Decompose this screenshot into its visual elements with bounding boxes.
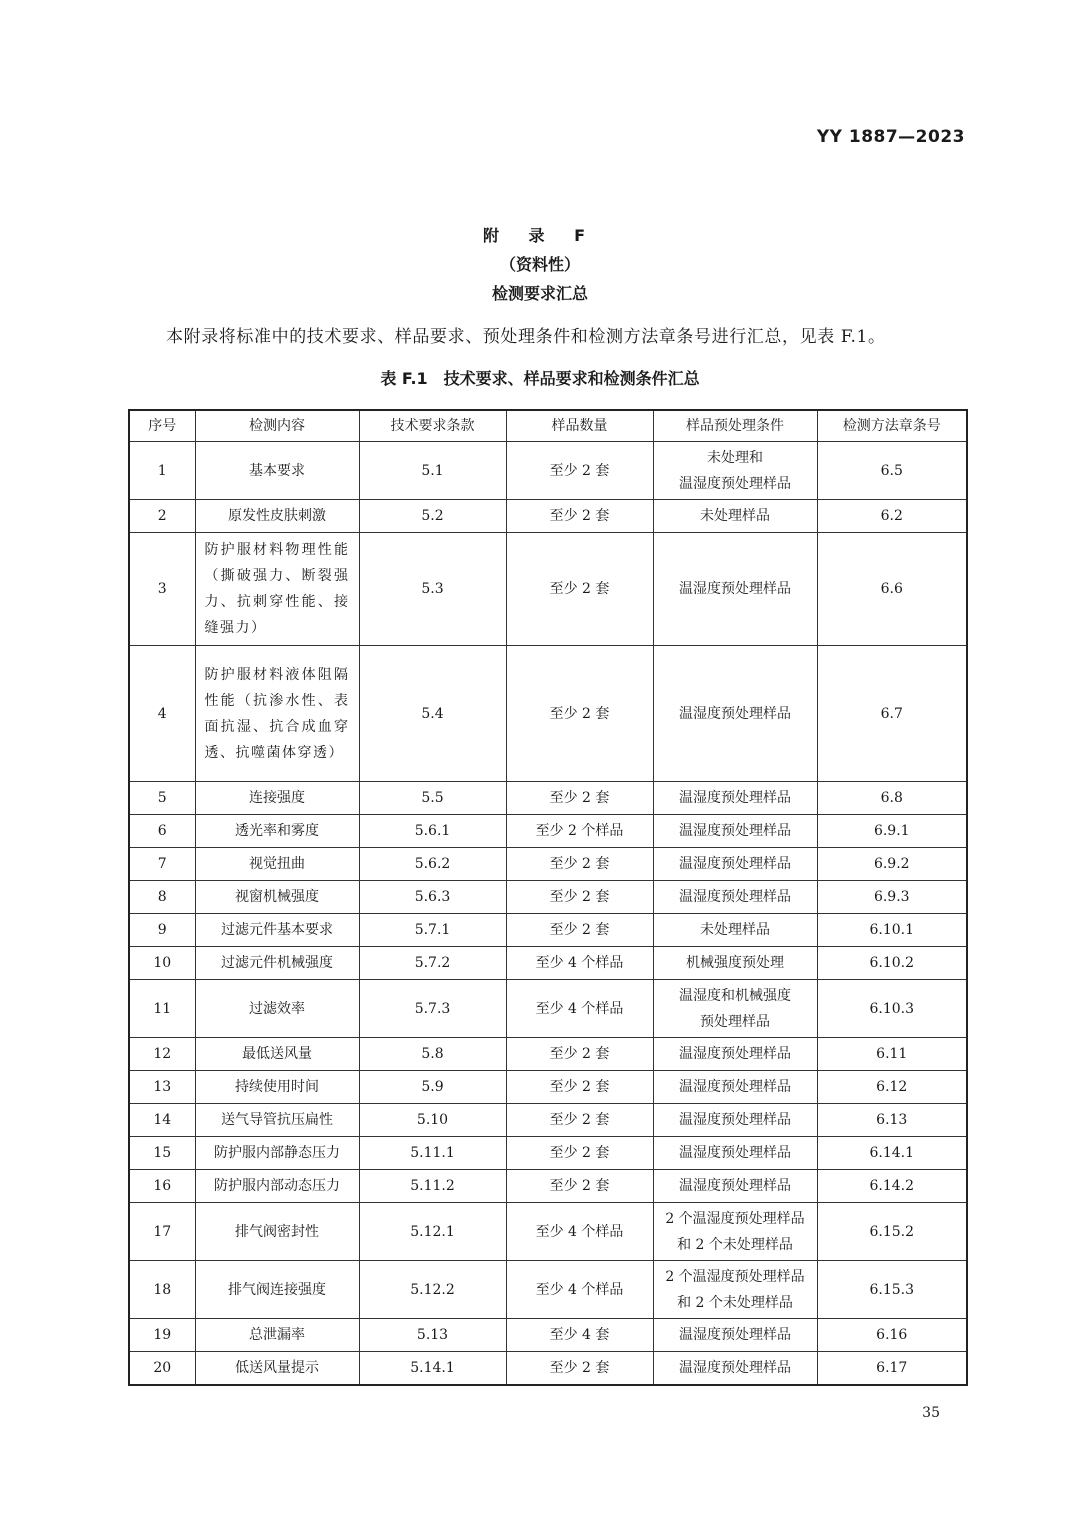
requirement-clause: 5.13 [359, 1319, 506, 1352]
requirement-clause: 5.6.1 [359, 815, 506, 848]
column-header: 检测内容 [195, 410, 359, 442]
row-number: 1 [129, 442, 195, 500]
pretreatment-condition: 未处理样品 [653, 914, 817, 947]
row-number: 19 [129, 1319, 195, 1352]
test-method-clause: 6.15.3 [817, 1261, 967, 1319]
appendix-nature: （资料性） [499, 255, 580, 274]
sample-quantity: 至少 2 套 [506, 1170, 653, 1203]
sample-quantity: 至少 2 套 [506, 533, 653, 646]
pretreatment-condition: 温湿度预处理样品 [653, 646, 817, 782]
sample-quantity: 至少 4 个样品 [506, 947, 653, 980]
sample-quantity: 至少 2 套 [506, 782, 653, 815]
test-method-clause: 6.15.2 [817, 1203, 967, 1261]
test-item: 过滤效率 [195, 980, 359, 1038]
requirement-clause: 5.7.2 [359, 947, 506, 980]
pretreatment-condition: 机械强度预处理 [653, 947, 817, 980]
test-method-clause: 6.6 [817, 533, 967, 646]
table-row [129, 1319, 967, 1352]
pretreatment-condition: 温湿度预处理样品 [653, 1352, 817, 1385]
test-method-clause: 6.11 [817, 1038, 967, 1071]
requirement-clause: 5.7.1 [359, 914, 506, 947]
test-method-clause: 6.16 [817, 1319, 967, 1352]
column-header: 技术要求条款 [359, 410, 506, 442]
table-row [129, 1170, 967, 1203]
pretreatment-condition: 2 个温湿度预处理样品 和 2 个未处理样品 [653, 1261, 817, 1319]
row-number: 5 [129, 782, 195, 815]
test-item: 排气阀连接强度 [195, 1261, 359, 1319]
test-method-clause: 6.13 [817, 1104, 967, 1137]
test-item: 总泄漏率 [195, 1319, 359, 1352]
pretreatment-condition: 温湿度预处理样品 [653, 782, 817, 815]
test-item: 防护服内部动态压力 [195, 1170, 359, 1203]
pretreatment-condition: 温湿度预处理样品 [653, 1071, 817, 1104]
table-row [129, 782, 967, 815]
pretreatment-condition: 温湿度预处理样品 [653, 815, 817, 848]
test-method-clause: 6.2 [817, 500, 967, 533]
table-header-row [129, 410, 967, 442]
test-method-clause: 6.14.1 [817, 1137, 967, 1170]
appendix-title: 附 录 F [482, 226, 598, 245]
requirement-clause: 5.12.1 [359, 1203, 506, 1261]
pretreatment-condition: 温湿度预处理样品 [653, 1137, 817, 1170]
table-row [129, 1203, 967, 1261]
test-method-clause: 6.8 [817, 782, 967, 815]
row-number: 9 [129, 914, 195, 947]
sample-quantity: 至少 2 套 [506, 1038, 653, 1071]
test-item: 持续使用时间 [195, 1071, 359, 1104]
pretreatment-condition: 温湿度预处理样品 [653, 1104, 817, 1137]
test-item: 过滤元件机械强度 [195, 947, 359, 980]
test-item: 基本要求 [195, 442, 359, 500]
table-row [129, 1104, 967, 1137]
test-item: 连接强度 [195, 782, 359, 815]
test-item: 最低送风量 [195, 1038, 359, 1071]
sample-quantity: 至少 4 个样品 [506, 1261, 653, 1319]
pretreatment-condition: 温湿度预处理样品 [653, 533, 817, 646]
test-method-clause: 6.10.3 [817, 980, 967, 1038]
table-row [129, 1071, 967, 1104]
row-number: 18 [129, 1261, 195, 1319]
row-number: 15 [129, 1137, 195, 1170]
sample-quantity: 至少 2 套 [506, 914, 653, 947]
sample-quantity: 至少 4 套 [506, 1319, 653, 1352]
standard-number: YY 1887—2023 [816, 127, 965, 147]
requirement-clause: 5.10 [359, 1104, 506, 1137]
row-number: 13 [129, 1071, 195, 1104]
column-header: 样品数量 [506, 410, 653, 442]
test-item: 视窗机械强度 [195, 881, 359, 914]
page-number: 35 [922, 1405, 940, 1421]
test-method-clause: 6.9.3 [817, 881, 967, 914]
requirement-clause: 5.12.2 [359, 1261, 506, 1319]
requirement-clause: 5.11.2 [359, 1170, 506, 1203]
test-method-clause: 6.9.2 [817, 848, 967, 881]
pretreatment-condition: 温湿度预处理样品 [653, 848, 817, 881]
requirement-clause: 5.1 [359, 442, 506, 500]
table-row [129, 500, 967, 533]
test-method-clause: 6.12 [817, 1071, 967, 1104]
test-item: 排气阀密封性 [195, 1203, 359, 1261]
requirement-clause: 5.3 [359, 533, 506, 646]
requirement-clause: 5.6.2 [359, 848, 506, 881]
pretreatment-condition: 温湿度预处理样品 [653, 1038, 817, 1071]
intro-paragraph: 本附录将标准中的技术要求、样品要求、预处理条件和检测方法章条号进行汇总，见表 F.1。 [166, 327, 886, 347]
summary-table [128, 409, 968, 1386]
test-item: 原发性皮肤刺激 [195, 500, 359, 533]
row-number: 12 [129, 1038, 195, 1071]
test-item: 防护服材料液体阻隔性能（抗渗水性、表面抗湿、抗合成血穿透、抗噬菌体穿透） [195, 646, 359, 782]
pretreatment-condition: 温湿度预处理样品 [653, 1319, 817, 1352]
row-number: 16 [129, 1170, 195, 1203]
sample-quantity: 至少 2 套 [506, 1071, 653, 1104]
appendix-subject: 检测要求汇总 [491, 284, 588, 303]
sample-quantity: 至少 2 套 [506, 1352, 653, 1385]
sample-quantity: 至少 4 个样品 [506, 980, 653, 1038]
sample-quantity: 至少 2 套 [506, 1137, 653, 1170]
test-item: 视觉扭曲 [195, 848, 359, 881]
row-number: 11 [129, 980, 195, 1038]
requirement-clause: 5.4 [359, 646, 506, 782]
row-number: 4 [129, 646, 195, 782]
requirement-clause: 5.11.1 [359, 1137, 506, 1170]
table-row [129, 442, 967, 500]
sample-quantity: 至少 2 套 [506, 881, 653, 914]
test-item: 低送风量提示 [195, 1352, 359, 1385]
test-method-clause: 6.14.2 [817, 1170, 967, 1203]
column-header: 样品预处理条件 [653, 410, 817, 442]
pretreatment-condition: 未处理和 温湿度预处理样品 [653, 442, 817, 500]
table-row [129, 914, 967, 947]
table-row [129, 848, 967, 881]
requirement-clause: 5.2 [359, 500, 506, 533]
sample-quantity: 至少 2 套 [506, 1104, 653, 1137]
sample-quantity: 至少 2 套 [506, 500, 653, 533]
table-row [129, 881, 967, 914]
requirement-clause: 5.6.3 [359, 881, 506, 914]
test-method-clause: 6.10.2 [817, 947, 967, 980]
table-row [129, 533, 967, 646]
table-row [129, 1038, 967, 1071]
test-item: 过滤元件基本要求 [195, 914, 359, 947]
test-method-clause: 6.5 [817, 442, 967, 500]
row-number: 3 [129, 533, 195, 646]
test-item: 送气导管抗压扁性 [195, 1104, 359, 1137]
row-number: 6 [129, 815, 195, 848]
row-number: 2 [129, 500, 195, 533]
table-row [129, 947, 967, 980]
test-method-clause: 6.17 [817, 1352, 967, 1385]
sample-quantity: 至少 2 套 [506, 442, 653, 500]
test-method-clause: 6.7 [817, 646, 967, 782]
table-row [129, 815, 967, 848]
test-method-clause: 6.9.1 [817, 815, 967, 848]
sample-quantity: 至少 2 套 [506, 646, 653, 782]
row-number: 7 [129, 848, 195, 881]
table-row [129, 646, 967, 782]
column-header: 序号 [129, 410, 195, 442]
pretreatment-condition: 温湿度和机械强度 预处理样品 [653, 980, 817, 1038]
row-number: 14 [129, 1104, 195, 1137]
column-header: 检测方法章条号 [817, 410, 967, 442]
row-number: 10 [129, 947, 195, 980]
test-method-clause: 6.10.1 [817, 914, 967, 947]
test-item: 防护服材料物理性能（撕破强力、断裂强力、抗刺穿性能、接缝强力） [195, 533, 359, 646]
row-number: 17 [129, 1203, 195, 1261]
table-caption: 表 F.1 技术要求、样品要求和检测条件汇总 [380, 369, 700, 388]
pretreatment-condition: 未处理样品 [653, 500, 817, 533]
sample-quantity: 至少 4 个样品 [506, 1203, 653, 1261]
table-body [129, 442, 967, 1385]
pretreatment-condition: 2 个温湿度预处理样品 和 2 个未处理样品 [653, 1203, 817, 1261]
requirement-clause: 5.5 [359, 782, 506, 815]
requirement-clause: 5.7.3 [359, 980, 506, 1038]
requirement-clause: 5.9 [359, 1071, 506, 1104]
row-number: 8 [129, 881, 195, 914]
sample-quantity: 至少 2 个样品 [506, 815, 653, 848]
table-row [129, 980, 967, 1038]
test-item: 透光率和雾度 [195, 815, 359, 848]
requirement-clause: 5.8 [359, 1038, 506, 1071]
table-row [129, 1137, 967, 1170]
pretreatment-condition: 温湿度预处理样品 [653, 881, 817, 914]
pretreatment-condition: 温湿度预处理样品 [653, 1170, 817, 1203]
requirement-clause: 5.14.1 [359, 1352, 506, 1385]
table-row [129, 1261, 967, 1319]
test-item: 防护服内部静态压力 [195, 1137, 359, 1170]
table-row [129, 1352, 967, 1385]
row-number: 20 [129, 1352, 195, 1385]
sample-quantity: 至少 2 套 [506, 848, 653, 881]
